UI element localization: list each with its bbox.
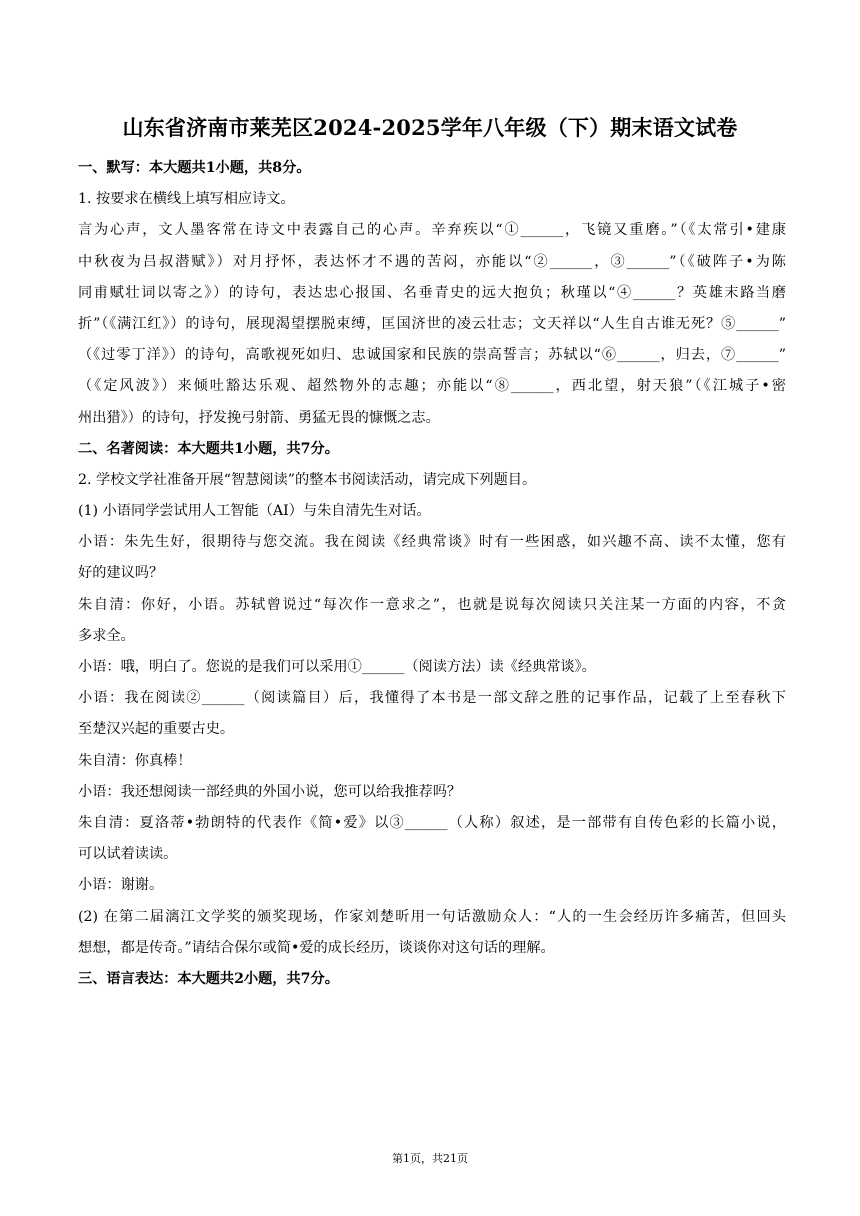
- dialogue-line: 小语：我在阅读②______（阅读篇目）后，我懂得了本书是一部文辞之胜的记事作品，记载了上至春秋下: [78, 690, 786, 707]
- section-heading: 二、名著阅读：本大题共1小题，共7分。: [78, 440, 339, 457]
- question-stem: 2. 学校文学社准备开展“智慧阅读”的整本书阅读活动，请完成下列题目。: [78, 471, 537, 488]
- paragraph-line: 州出猎》）的诗句，抒发挽弓射箭、勇猛无畏的慷慨之志。: [78, 409, 440, 426]
- section-heading: 三、语言表达：本大题共2小题，共7分。: [78, 970, 339, 987]
- sub-question: (1) 小语同学尝试用人工智能（AI）与朱自清先生对话。: [78, 503, 431, 520]
- dialogue-line: 小语：哦，明白了。您说的是我们可以采用①______（阅读方法）读《经典常谈》。: [78, 659, 596, 675]
- dialogue-line: 朱自清：你好，小语。苏轼曾说过“每次作一意求之”，也就是说每次阅读只关注某一方面的内容，不贪: [78, 596, 786, 613]
- page-footer: 第1页，共21页: [392, 1152, 468, 1165]
- dialogue-line: 小语：谢谢。: [78, 877, 164, 894]
- paragraph-line: 同甫赋壮词以寄之》）的诗句，表达忠心报国、名垂青史的远大抱负；秋瑾以“④______？英雄末路当磨: [78, 284, 786, 301]
- section-heading: 一、默写：本大题共1小题，共8分。: [78, 160, 311, 176]
- question-stem: 1. 按要求在横线上填写相应诗文。: [78, 191, 295, 208]
- dialogue-line: 小语：朱先生好，很期待与您交流。我在阅读《经典常谈》时有一些困惑，如兴趣不高、读不太懂，您有: [78, 534, 786, 551]
- dialogue-line: 多求全。: [78, 627, 135, 644]
- sub-question: 想想，都是传奇。”请结合保尔或简•爱的成长经历，谈谈你对这句话的理解。: [78, 939, 555, 956]
- sub-question: (2) 在第二届漓江文学奖的颁奖现场，作家刘楚昕用一句话激励众人：“人的一生会经历许多痛苦，但回头: [78, 908, 786, 925]
- dialogue-line: 至楚汉兴起的重要古史。: [78, 721, 235, 738]
- page-title: 山东省济南市莱芜区2024-2025学年八年级（下）期末语文试卷: [122, 115, 738, 140]
- dialogue-line: 朱自清：夏洛蒂•勃朗特的代表作《简•爱》以③______（人称）叙述，是一部带有自传色彩的长篇小说，: [78, 814, 786, 831]
- dialogue-line: 朱自清：你真棒！: [78, 752, 192, 769]
- paragraph-line: （《过零丁洋》）的诗句，高歌视死如归、忠诚国家和民族的崇高誓言；苏轼以“⑥______，归去，⑦______”: [78, 347, 786, 364]
- paragraph-line: 折”（《满江红》）的诗句，展现渴望摆脱束缚，匡国济世的凌云壮志；文天祥以“人生自古谁无死？⑤______”: [78, 315, 786, 332]
- paragraph-line: 中秋夜为吕叔潜赋》）对月抒怀，表达怀才不遇的苦闷，亦能以“②______，③______”（《破阵子•为陈: [78, 253, 786, 270]
- paragraph-line: 言为心声，文人墨客常在诗文中表露自己的心声。辛弃疾以“①______，飞镜又重磨。”（《太常引•建康: [78, 222, 786, 239]
- dialogue-line: 小语：我还想阅读一部经典的外国小说，您可以给我推荐吗？: [78, 783, 462, 800]
- dialogue-line: 可以试着读读。: [78, 846, 178, 863]
- paragraph-line: （《定风波》）来倾吐豁达乐观、超然物外的志趣；亦能以“⑧______，西北望，射天狼”（《江城子•密: [78, 378, 786, 395]
- dialogue-line: 好的建议吗？: [78, 565, 164, 582]
- page-content: [78, 153, 786, 995]
